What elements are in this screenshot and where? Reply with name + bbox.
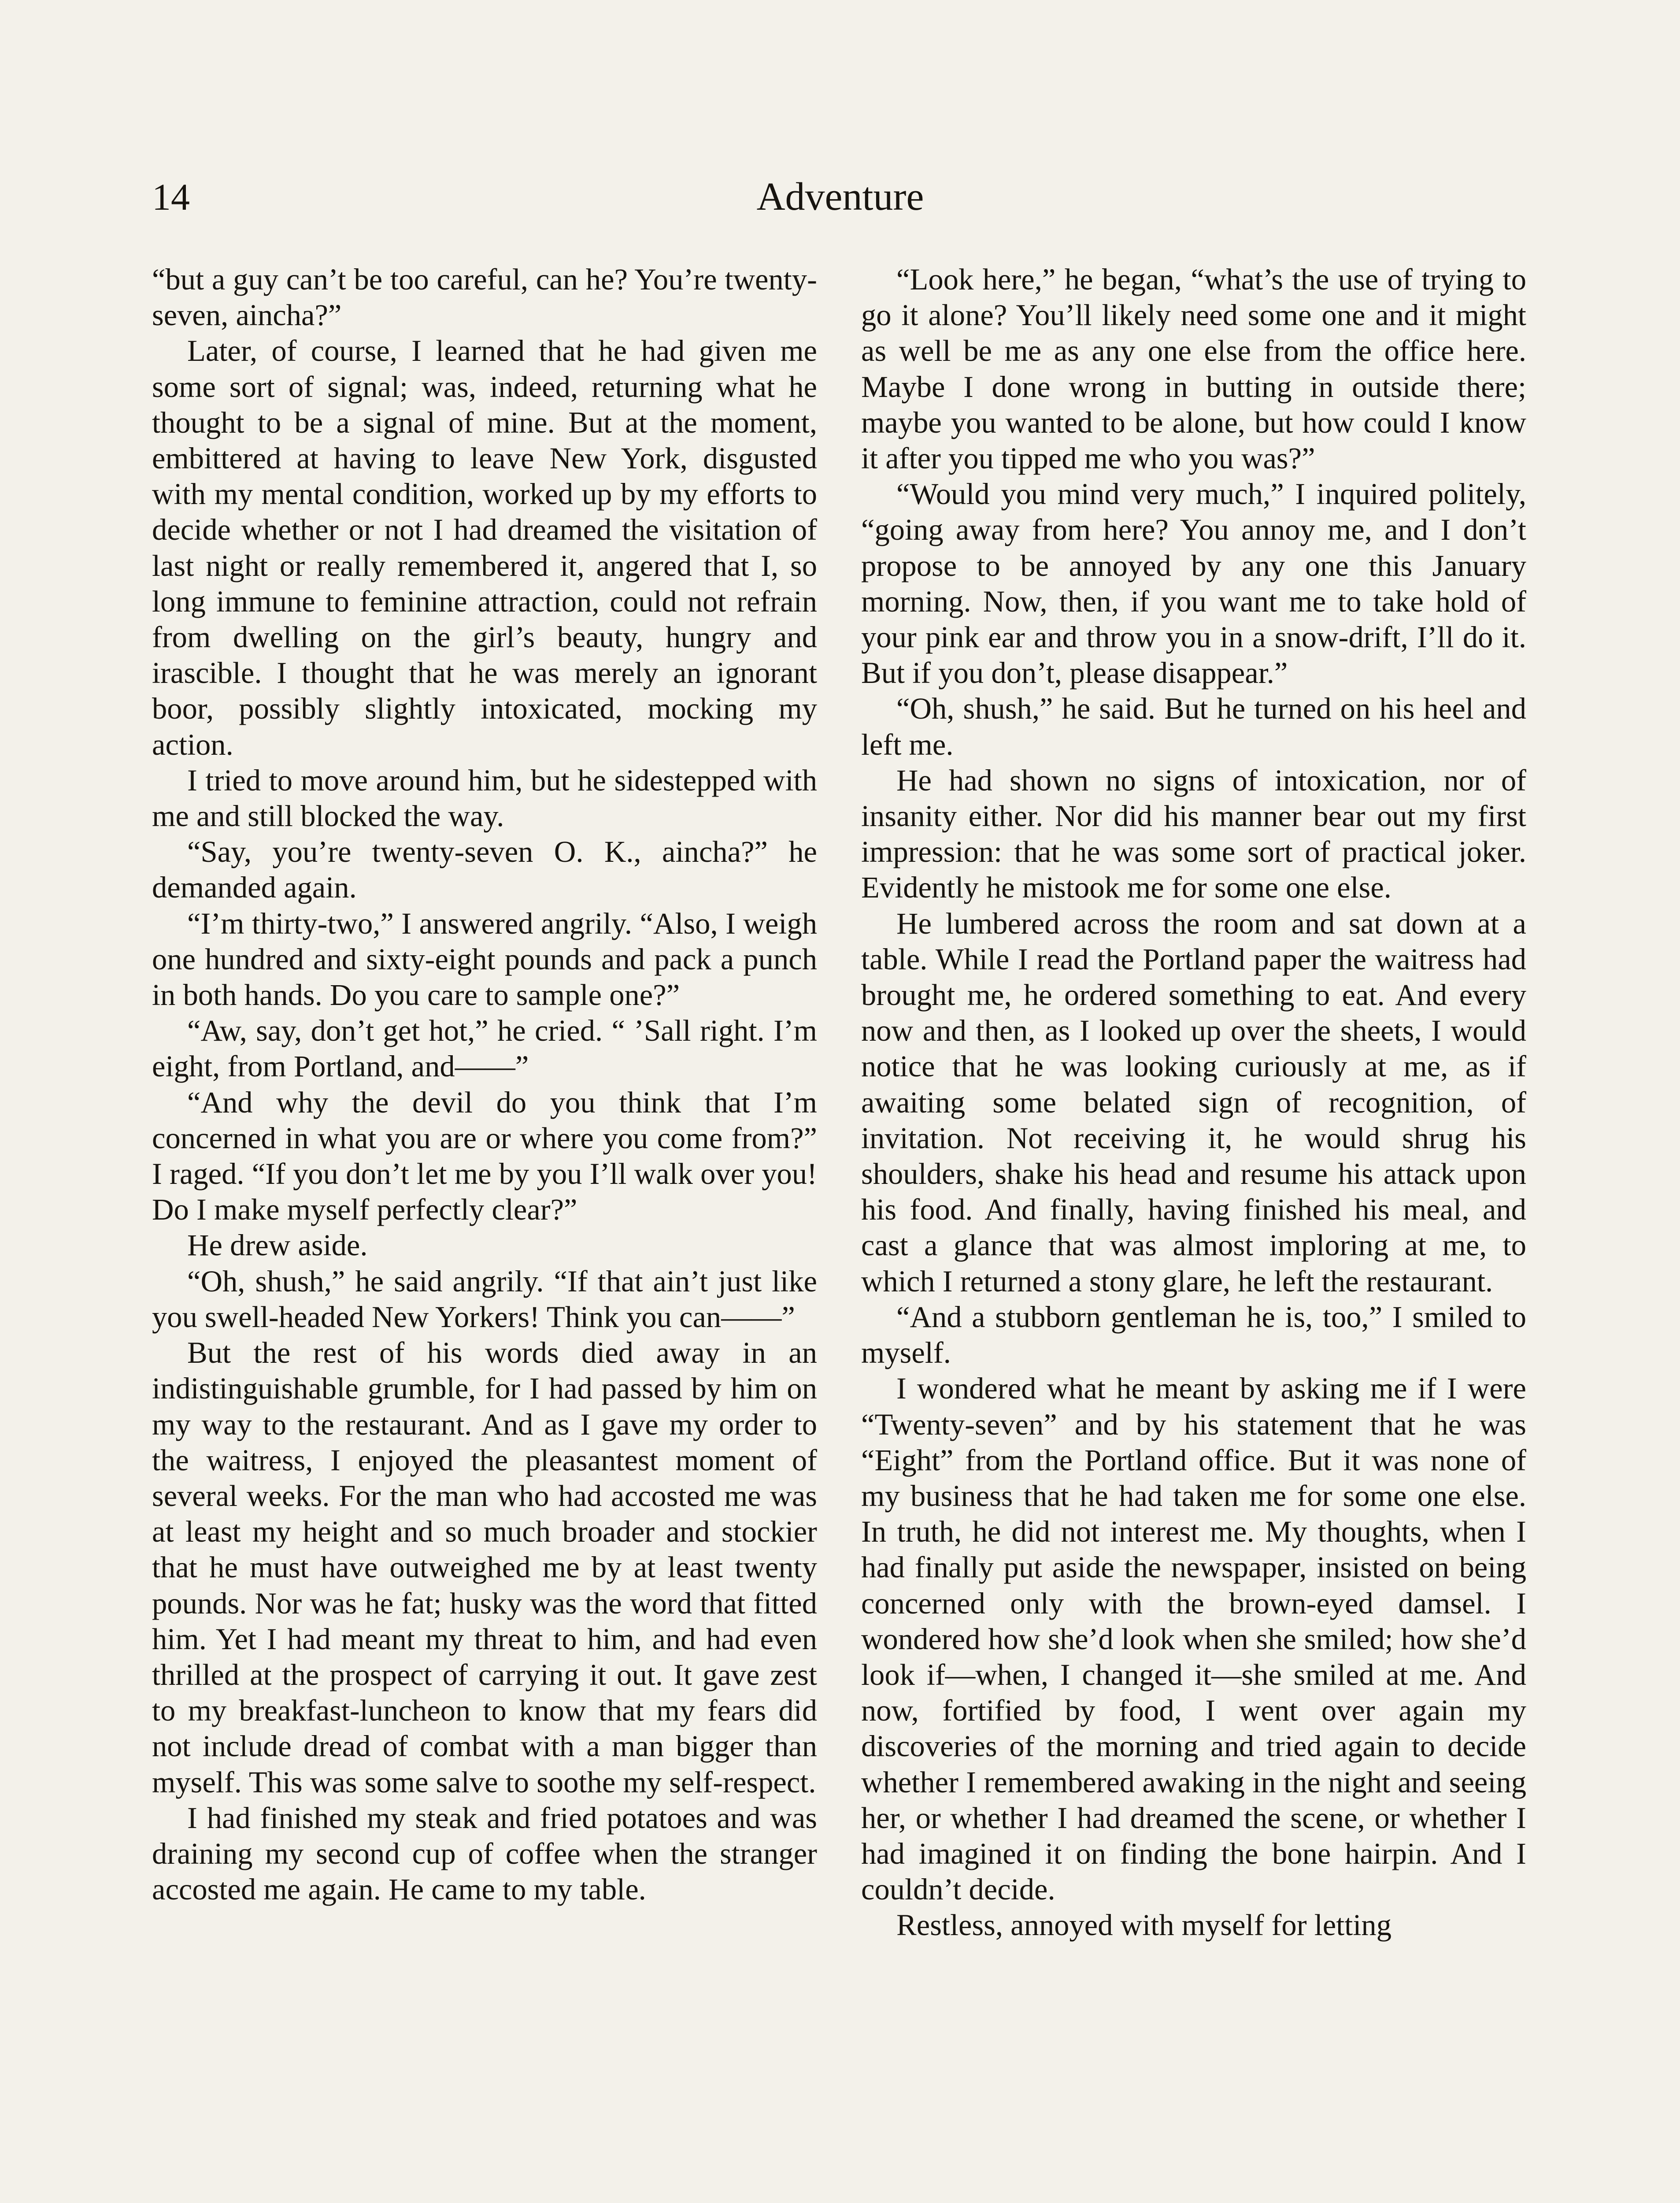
paragraph: But the rest of his words died away in an indistinguishable grumble, for I had passed by him on my way to the restaurant. And as I gave my order to the waitress, I enjoyed the pleasantest moment of several weeks. For the man who had accosted me was at least my height and so much broader and stockier that he must have outweighed me by at least twenty pounds. Nor was he fat; husky was the word that fitted him. Yet I had meant my threat to him, and had even thrilled at the prospect of carrying it out. It gave zest to my breakfast-luncheon to know that my fears did not include dread of combat with a man bigger than myself. This was some salve to soothe my self-respect. <box>152 1336 817 1799</box>
paragraph: “Oh, shush,” he said angrily. “If that ain’t just like you swell-headed New Yorkers! Think you can——” <box>152 1264 817 1334</box>
paragraph: Restless, annoyed with myself for letting <box>896 1908 1391 1942</box>
paragraph: I had finished my steak and fried potatoes and was draining my second cup of coffee when the stranger accosted me again. He came to my table. <box>152 1801 817 1906</box>
right-column <box>861 262 1526 1943</box>
left-column <box>152 262 817 1907</box>
paragraph: “And why the devil do you think that I’m concerned in what you are or where you come from?” I raged. “If you don’t let me by you I’ll walk over you! Do I make myself perfectly clear?” <box>152 1085 817 1227</box>
paragraph: He had shown no signs of intoxication, nor of insanity either. Nor did his manner bear out my first impression: that he was some sort of practical joker. Evidently he mistook me for some one else. <box>861 763 1526 905</box>
page-number: 14 <box>152 176 190 218</box>
paragraph: “but a guy can’t be too careful, can he? You’re twenty-seven, aincha?” <box>152 263 817 332</box>
paragraph: “Aw, say, don’t get hot,” he cried. “ ’Sall right. I’m eight, from Portland, and——” <box>152 1014 817 1083</box>
paragraph: “Would you mind very much,” I inquired politely, “going away from here? You annoy me, and I don’t propose to be annoyed by any one this January morning. Now, then, if you want me to take hold of your pink ear and throw you in a snow-drift, I’ll do it. But if you don’t, please disappear.” <box>861 477 1526 690</box>
paragraph: “Say, you’re twenty-seven O. K., aincha?” he demanded again. <box>152 835 817 905</box>
paragraph: I tried to move around him, but he sidestepped with me and still blocked the way. <box>152 763 817 833</box>
page-header <box>152 164 1528 230</box>
paragraph: “I’m thirty-two,” I answered angrily. “Also, I weigh one hundred and sixty-eight pounds and pack a punch in both hands. Do you care to sample one?” <box>152 906 817 1012</box>
paragraph: “Look here,” he began, “what’s the use of trying to go it alone? You’ll likely need some one and it might as well be me as any one else from the office here. Maybe I done wrong in butting in outside there; maybe you wanted to be alone, but how could I know it after you tipped me who you was?” <box>861 263 1526 475</box>
paragraph: He drew aside. <box>187 1228 368 1262</box>
paragraph: I wondered what he meant by asking me if I were “Twenty-seven” and by his statement that he was “Eight” from the Portland office. But it was none of my business that he had taken me for some one else. In truth, he did not interest me. My thoughts, when I had finally put aside the newspaper, insisted on being concerned only with the brown-eyed damsel. I wondered how she’d look when she smiled; how she’d look if—when, I changed it—she smiled at me. And now, fortified by food, I went over again my discoveries of the morning and tried again to decide whether I remembered awaking in the night and seeing her, or whether I had dreamed the scene, or whether I had imagined it on finding the bone hairpin. And I couldn’t decide. <box>861 1372 1526 1906</box>
paragraph: “And a stubborn gentleman he is, too,” I smiled to myself. <box>861 1300 1526 1370</box>
paragraph: Later, of course, I learned that he had given me some sort of signal; was, indeed, returning what he thought to be a signal of mine. But at the moment, embittered at having to leave New York, disgusted with my mental condition, worked up by my efforts to decide whether or not I had dreamed the visitation of last night or really remembered it, angered that I, so long immune to feminine attraction, could not refrain from dwelling on the girl’s beauty, hungry and irascible. I thought that he was merely an ignorant boor, possibly slightly intoxicated, mocking my action. <box>152 334 817 761</box>
paragraph: He lumbered across the room and sat down at a table. While I read the Portland paper the waitress had brought me, he ordered something to eat. And every now and then, as I looked up over the sheets, I would notice that he was looking curiously at me, as if awaiting some belated sign of recognition, of invitation. Not receiving it, he would shrug his shoulders, shake his head and resume his attack upon his food. And finally, having finished his meal, and cast a glance that was almost imploring at me, to which I returned a stony glare, he left the restaurant. <box>861 906 1526 1298</box>
running-title: Adventure <box>756 175 924 219</box>
paragraph: “Oh, shush,” he said. But he turned on his heel and left me. <box>861 692 1526 761</box>
